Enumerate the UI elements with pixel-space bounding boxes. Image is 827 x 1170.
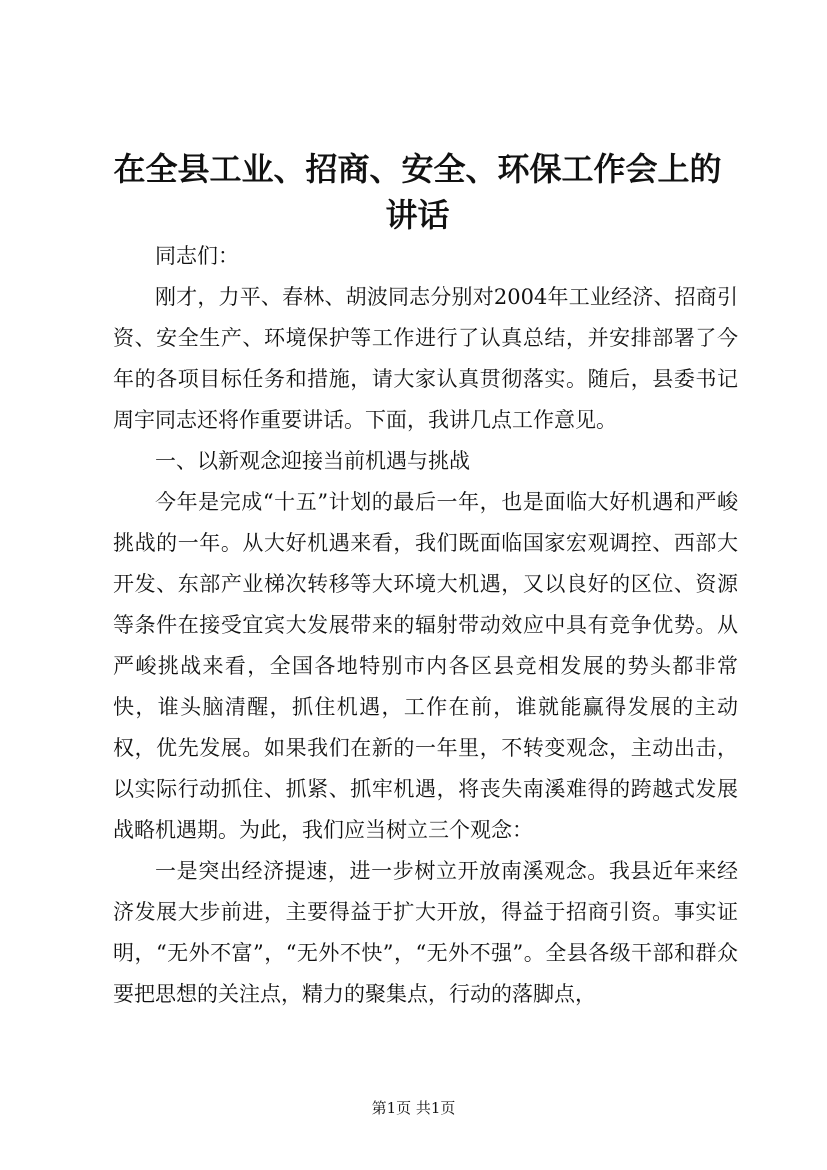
document-body xyxy=(113,236,738,1015)
paragraph-opening: 刚才，力平、春林、胡波同志分别对2004年工业经济、招商引资、安全生产、环境保护等工作进行了认真总结，并安排部署了今年的各项目标任务和措施，请大家认真贯彻落实。随后，县委书记周宇同志还将作重要讲话。下面，我讲几点工作意见。 xyxy=(113,285,738,432)
document-title: 在全县工业、招商、安全、环保工作会上的讲话 xyxy=(113,150,722,234)
paragraph-salutation: 同志们： xyxy=(155,244,239,268)
page-footer: 第1页 共1页 xyxy=(371,1099,456,1117)
section-heading-1: 一、以新观念迎接当前机遇与挑战 xyxy=(155,449,470,473)
paragraph-first-point: 一是突出经济提速，进一步树立开放南溪观念。我县近年来经济发展大步前进，主要得益于扩大开放，得益于招商引资。事实证明，“无外不富”，“无外不快”，“无外不强”。全县各级干部和群众要把思想的关注点，精力的聚集点，行动的落脚点， xyxy=(113,859,738,1006)
paragraph-opportunities: 今年是完成“十五”计划的最后一年，也是面临大好机遇和严峻挑战的一年。从大好机遇来看，我们既面临国家宏观调控、西部大开发、东部产业梯次转移等大环境大机遇，又以良好的区位、资源等条件在接受宜宾大发展带来的辐射带动效应中具有竞争优势。从严峻挑战来看，全国各地特别市内各区县竞相发展的势头都非常快，谁头脑清醒，抓住机遇，工作在前，谁就能赢得发展的主动权，优先发展。如果我们在新的一年里，不转变观念，主动出击，以实际行动抓住、抓紧、抓牢机遇，将丧失南溪难得的跨越式发展战略机遇期。为此，我们应当树立三个观念： xyxy=(113,490,738,842)
